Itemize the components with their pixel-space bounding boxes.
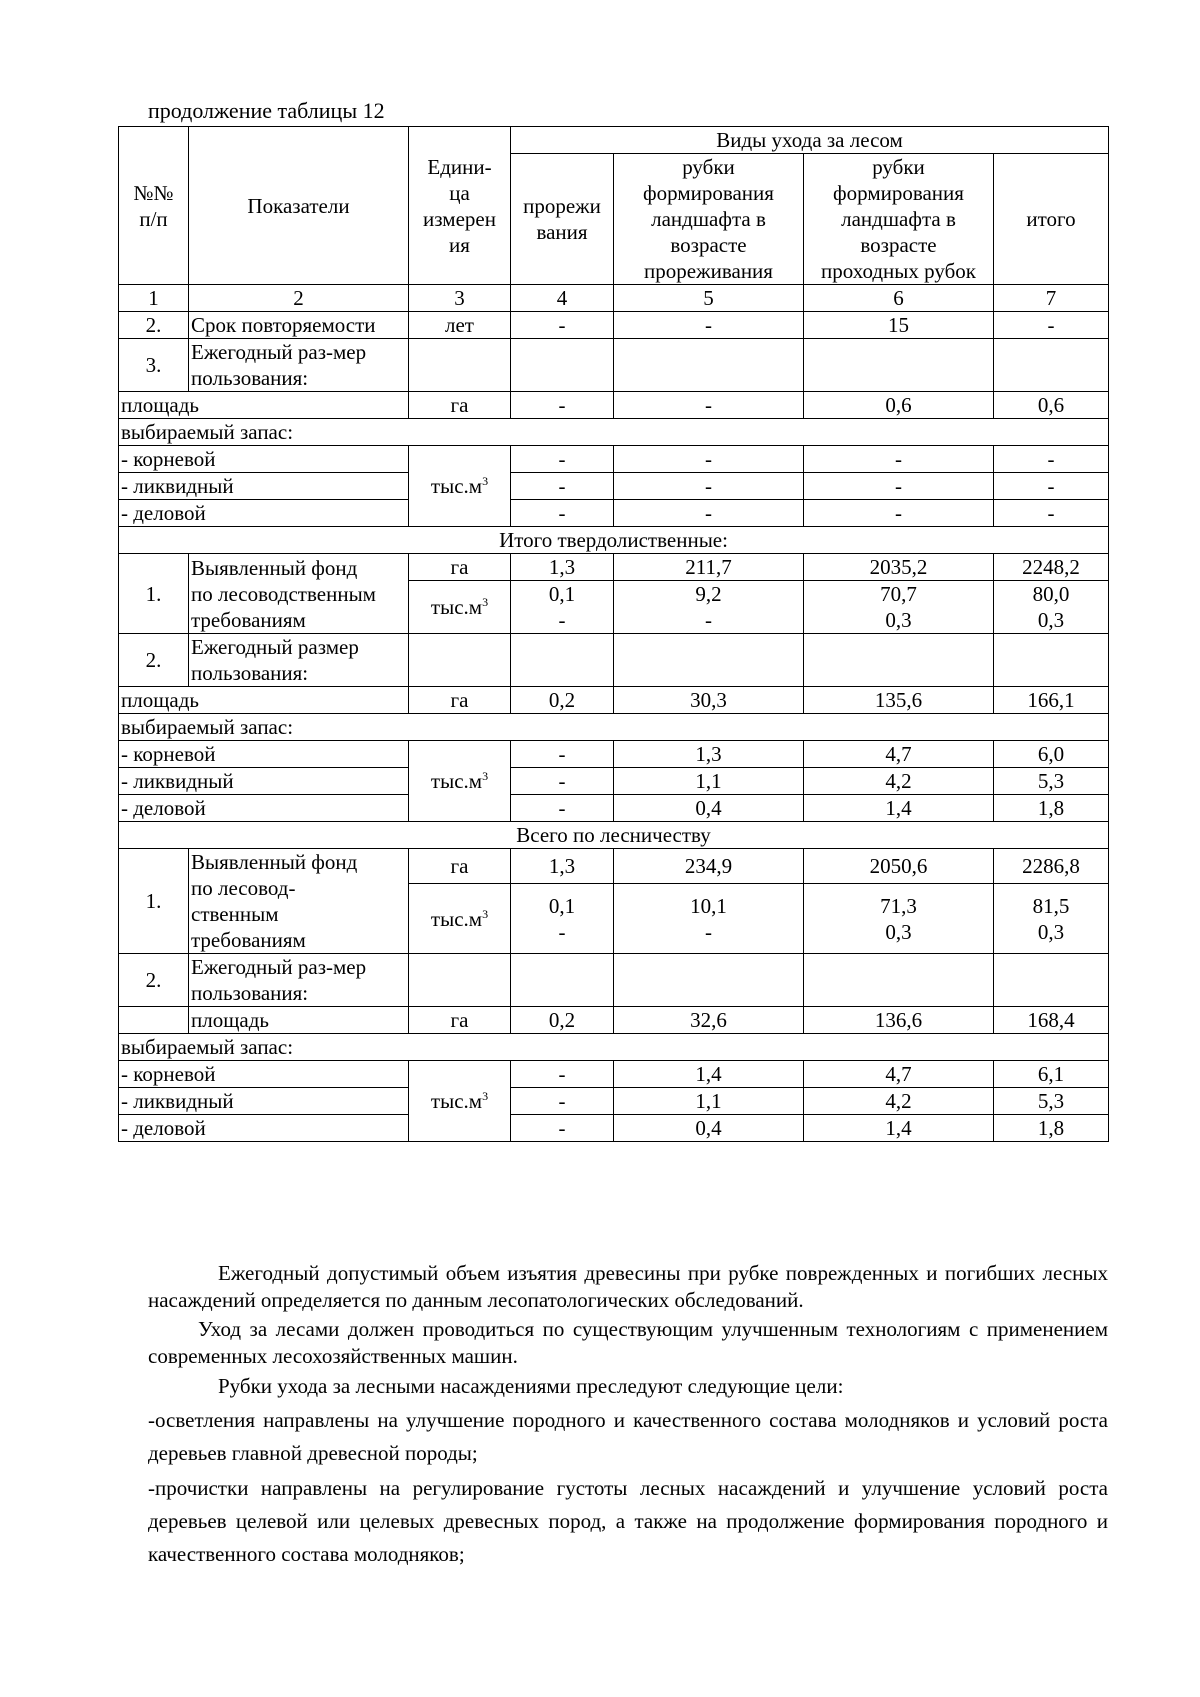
colnum: 2 xyxy=(189,285,409,312)
header-col7: итого xyxy=(994,154,1109,285)
colnum: 7 xyxy=(994,285,1109,312)
table-row: $тыс.м^3$ 0,1 - 9,2 - 70,7 0,3 80,0 0,3 xyxy=(119,581,1109,634)
table-row: - корневой $тыс.м^3$ - 1,3 4,7 6,0 xyxy=(119,741,1109,768)
paragraph-clearing: -осветления направлены на улучшение породного и качественного состава молодняков и условий роста деревьев главной древесной породы; xyxy=(148,1408,1108,1465)
header-indicators: Показатели xyxy=(189,127,409,285)
table-row: - ликвидный - - - - xyxy=(119,473,1109,500)
colnum: 5 xyxy=(614,285,804,312)
unit-cell: $тыс.м^3$ xyxy=(409,741,511,822)
paragraph-technologies: Уход за лесами должен проводиться по существующим улучшенным технологиям с применением современных лесохозяйственных машин. xyxy=(148,1317,1108,1368)
header-row xyxy=(119,127,1109,154)
colnum: 3 xyxy=(409,285,511,312)
table-row: $тыс.м^3$ 0,1 - 10,1 - 71,3 0,3 81,5 0,3 xyxy=(119,884,1109,954)
table-row: площадь га 0,2 30,3 135,6 166,1 xyxy=(119,687,1109,714)
table-row: 2. Ежегодный раз-мер пользования: xyxy=(119,954,1109,1007)
paragraph-goals-intro: Рубки ухода за лесными насаждениями преследуют следующие цели: xyxy=(218,1374,844,1398)
header-col5: рубки формирования ландшафта в возрасте прореживания xyxy=(614,154,804,285)
colnum: 4 xyxy=(511,285,614,312)
table-row: выбираемый запас: xyxy=(119,419,1109,446)
table-row: площадь га - - 0,6 0,6 xyxy=(119,392,1109,419)
section-title-row: Итого твердолиственные: xyxy=(119,527,1109,554)
table-row: - деловой - 0,4 1,4 1,8 xyxy=(119,795,1109,822)
table-row: 1. Выявленный фонд по лесоводственным требованиям га 1,3 211,7 2035,2 2248,2 xyxy=(119,554,1109,581)
table-row: выбираемый запас: xyxy=(119,714,1109,741)
colnum: 6 xyxy=(804,285,994,312)
table-row: 2. Срок повторяемости лет - - 15 - xyxy=(119,312,1109,339)
section-title-row: Всего по лесничеству xyxy=(119,822,1109,849)
header-unit: Едини- ца измерен ия xyxy=(409,127,511,285)
header-col4: прорежи вания xyxy=(511,154,614,285)
table-row: - ликвидный - 1,1 4,2 5,3 xyxy=(119,1088,1109,1115)
colnum: 1 xyxy=(119,285,189,312)
table-row: - корневой $тыс.м^3$ - 1,4 4,7 6,1 xyxy=(119,1061,1109,1088)
table-caption: продолжение таблицы 12 xyxy=(148,98,385,123)
paragraph-damaged-stands: Ежегодный допустимый объем изъятия древесины при рубке поврежденных и погибших лесных насаждений определяется по данным лесопатологических обследований. xyxy=(148,1261,1108,1312)
table-row: - деловой - - - - xyxy=(119,500,1109,527)
forest-care-table xyxy=(118,126,1109,1142)
table-row: выбираемый запас: xyxy=(119,1034,1109,1061)
header-col6: рубки формирования ландшафта в возрасте проходных рубок xyxy=(804,154,994,285)
unit-cell: $тыс.м^3$ xyxy=(409,446,511,527)
column-numbers-row xyxy=(119,285,1109,312)
table-row: - ликвидный - 1,1 4,2 5,3 xyxy=(119,768,1109,795)
table-row: - деловой - 0,4 1,4 1,8 xyxy=(119,1115,1109,1142)
table-row: 2. Ежегодный размер пользования: xyxy=(119,634,1109,687)
table-row: - корневой $тыс.м^3$ - - - - xyxy=(119,446,1109,473)
unit-cell: $тыс.м^3$ xyxy=(409,1061,511,1142)
header-group: Виды ухода за лесом xyxy=(511,127,1109,154)
table-row: площадь га 0,2 32,6 136,6 168,4 xyxy=(119,1007,1109,1034)
table-row: 1. Выявленный фонд по лесовод- ственным требованиям га 1,3 234,9 2050,6 2286,8 xyxy=(119,849,1109,884)
table-row: 3. Ежегодный раз-мер пользования: xyxy=(119,339,1109,392)
paragraph-cleaning: -прочистки направлены на регулирование густоты лесных насаждений и улучшение условий роста деревьев целевой или целевых древесных пород, а также на продолжение формирования породного и качественного состава молодняков; xyxy=(148,1476,1108,1566)
header-num: №№ п/п xyxy=(119,127,189,285)
